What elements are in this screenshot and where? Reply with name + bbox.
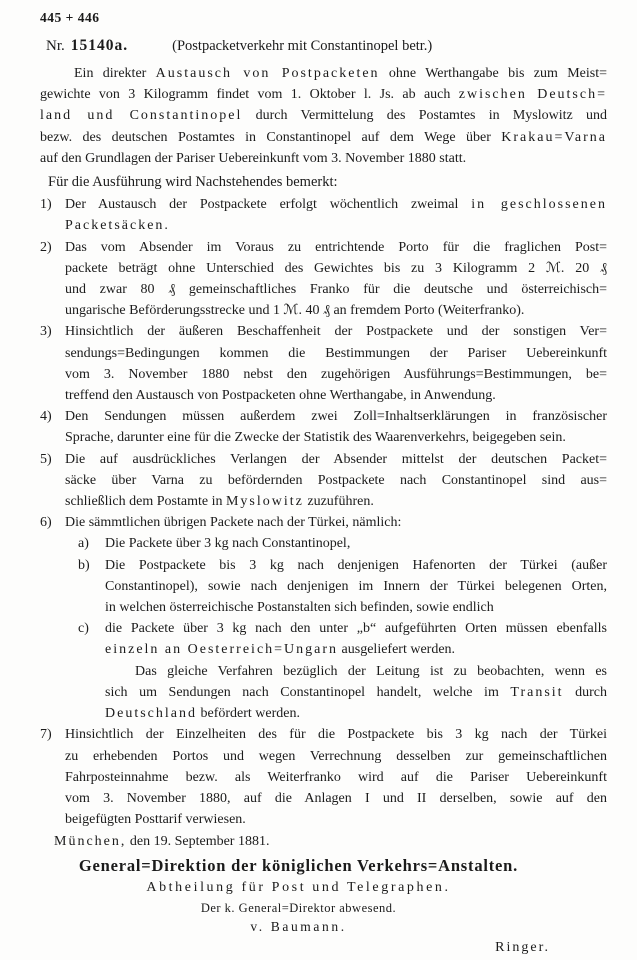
signature-block [40,854,607,936]
text-line: einzeln an Oesterreich=Ungarn ausgeliefert werden. [105,642,456,658]
item-marker: 7) [40,727,52,743]
text-line: packete beträgt ohne Unterschied des Gewichtes bis zu 3 Kilogramm 2 ℳ. 20 ₰ [65,260,607,276]
text-line: Die Postpackete bis 3 kg nach denjenigen Hafenorten der Türkei (außer [105,557,607,573]
text-line: in welchen österreichische Postanstalten sich befinden, sowie endlich [105,600,494,616]
text-line: Constantinopel), sowie nach denjenigen im Innern der Türkei belegenen Orten, [105,578,607,594]
countersignature: Ringer. [495,939,550,955]
signature: v. Baumann. [250,918,347,934]
list-item [40,321,607,406]
item-text [65,237,607,322]
text-line: schließlich dem Postamte in Myslowitz zuzuführen. [65,494,374,510]
text-line: die Packete über 3 kg nach den unter „b“ aufgeführten Orten müssen ebenfalls [105,621,607,637]
text-line: Den Sendungen müssen außerdem zwei Zoll=Inhaltserklärungen in französischer [65,409,607,425]
text-line: bezw. des deutschen Postamtes in Constantinopel auf dem Wege über Krakau=Varna [40,129,607,145]
text-line: Der Austausch der Postpackete erfolgt wöchentlich zweimal in geschlossenen [65,197,607,213]
org-name: General=Direktion der königlichen Verkehrs=Anstalten. [78,855,519,875]
list-item [40,512,607,724]
sub-list-item [65,618,607,724]
text-line: auf den Grundlagen der Pariser Uebereinkunft vom 3. November 1880 statt. [40,150,467,166]
item-text [65,194,607,236]
item-marker: 2) [40,239,52,255]
subitem-text [105,618,607,724]
page-number: 445 + 446 [40,10,100,25]
text-line: Deutschland befördert werden. [105,706,300,722]
list-item [40,406,607,448]
subitem-text [105,555,607,619]
doc-subject: (Postpacketverkehr mit Constantinopel betr.) [172,38,433,54]
doc-number-label: Nr. [46,38,65,54]
item-text [65,449,607,513]
text-line: Fahrposteinnahme bezw. als Weiterfranko wird auf die Pariser Uebereinkunft [65,769,607,785]
text-line: Packetsäcken. [65,218,170,234]
text-line: Hinsichtlich der Einzelheiten des für die Postpackete bis 3 kg nach der Türkei [65,727,607,743]
department-name: Abtheilung für Post und Telegraphen. [146,879,451,895]
item-marker: 1) [40,197,52,213]
closing-block [40,831,607,956]
text-line: beigefügten Posttarif verwiesen. [65,812,246,828]
text-line: ungarische Beförderungsstrecke und 1 ℳ. 40 ₰ an fremdem Porto (Weiterfranko). [65,303,525,319]
text-line: gewichte von 3 Kilogramm findet vom 1. Oktober l. Js. ab auch zwischen Deutsch= [40,87,607,103]
text-line: sendungs=Bedingungen kommen die Bestimmungen der Pariser Uebereinkunft [65,345,607,361]
document-title-line [46,37,607,55]
text-line: München, den 19. September 1881. [54,834,270,850]
text-line: Hinsichtlich der äußeren Beschaffenheit der Postpackete und der sonstigen Ver= [65,324,607,340]
text-line: land und Constantinopel durch Vermittelung des Postamtes in Myslowitz und [40,108,607,124]
list-item [40,194,607,236]
text-line: vom 3. November 1880, auf die Anlagen I und II derselben, sowie auf den [65,790,607,806]
text-line: Die auf ausdrückliches Verlangen der Absender mittelst der deutschen Packet= [65,451,607,467]
items-list [40,194,607,830]
section-heading: Für die Ausführung wird Nachstehendes bemerkt: [48,174,338,191]
text-line: säcke über Varna zu befördernden Postpackete nach Constantinopel sind aus= [65,472,607,488]
text-line: Das gleiche Verfahren bezüglich der Leitung ist zu beobachten, wenn es [135,663,607,679]
subitem-marker: c) [78,621,89,637]
item-text [65,321,607,406]
item-text [65,512,607,724]
list-item [40,449,607,513]
text-line: Das vom Absender im Voraus zu entrichtende Porto für die fraglichen Post= [65,239,607,255]
item-marker: 5) [40,451,52,467]
item-text [65,724,607,830]
text-line: Die sämmtlichen übrigen Packete nach der Türkei, nämlich: [65,515,402,531]
subitem-marker: b) [78,557,90,573]
text-line: sich um Sendungen nach Constantinopel handelt, welche im Transit durch [105,684,607,700]
item-marker: 3) [40,324,52,340]
sub-list-item [65,555,607,619]
subitem-marker: a) [78,536,89,552]
list-item [40,724,607,830]
item-marker: 6) [40,515,52,531]
doc-number: 15140a. [70,37,129,54]
text-line: zu erhebenden Portos und wegen Verrechnung desselben zur gemeinschaftlichen [65,748,607,764]
text-line: vom 3. November 1880 nebst den zugehörigen Ausführungs=Bestimmungen, be= [65,366,607,382]
item-marker: 4) [40,409,52,425]
sub-list-item [65,533,607,554]
intro-paragraph [40,63,607,169]
text-line: Ein direkter Austausch von Postpacketen ohne Werthangabe bis zum Meist= [74,66,607,81]
dateline [54,831,607,852]
text-line: Die Packete über 3 kg nach Constantinopel, [105,536,351,552]
director-absence-note: Der k. General=Direktor abwesend. [200,900,397,915]
list-item [40,237,607,322]
text-line: treffend den Austausch von Postpacketen ohne Werthangabe, in Anwendung. [65,388,496,404]
text-line: Sprache, darunter eine für die Zwecke der Statistik des Waarenverkehrs, beigegeben sein. [65,430,566,446]
text-line: und zwar 80 ₰ gemeinschaftliches Franko für die deutsche und österreichisch= [65,282,607,298]
subitem-text [105,533,607,554]
item-text [65,406,607,448]
